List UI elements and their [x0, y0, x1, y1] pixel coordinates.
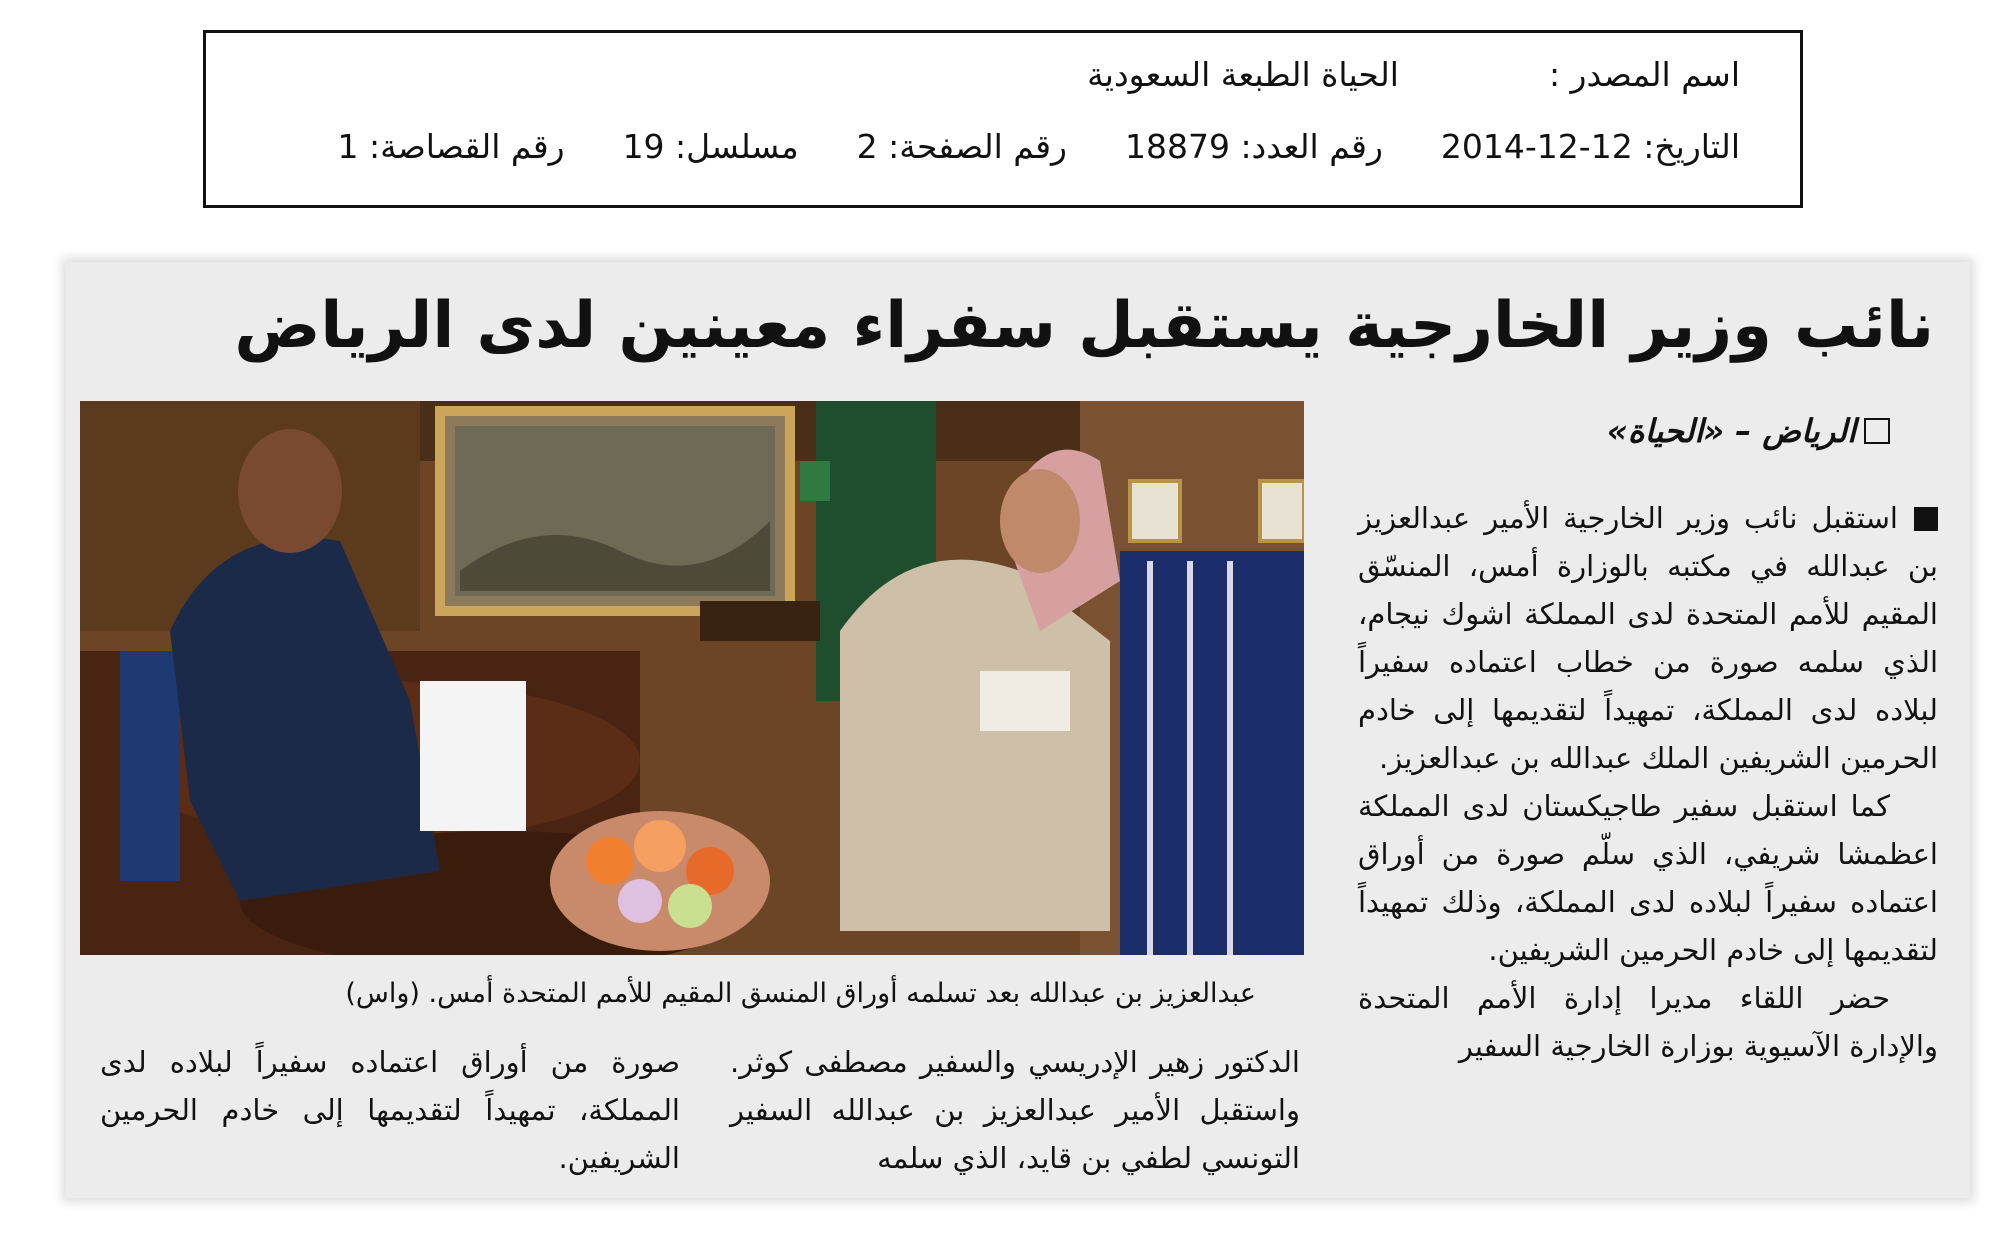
paragraph-3 [1358, 974, 1938, 1070]
source-value: الحياة الطبعة السعودية [1087, 55, 1399, 94]
article-dateline [1607, 412, 1890, 450]
paragraph-1-text: استقبل نائب وزير الخارجية الأمير عبدالعزيز بن عبدالله في مكتبه بالوزارة أمس، المنسّق المقيم للأمم المتحدة لدى المملكة اشوك نيجام، الذي سلمه صورة من خطاب اعتماده سفيراً لبلاده لدى المملكة، تمهيداً لتقديمها إلى خادم الحرمين الشريفين الملك عبدالله بن عبدالعزيز. [1358, 501, 1938, 775]
news-article [66, 262, 1970, 1198]
source-label: اسم المصدر : [1548, 55, 1740, 94]
paragraph-1 [1358, 494, 1938, 782]
clipping-field: رقم القصاصة: 1 [337, 127, 565, 166]
source-row [246, 55, 1740, 94]
issue-field: رقم العدد: 18879 [1124, 127, 1383, 166]
paragraph-4: الدكتور زهير الإدريسي والسفير مصطفى كوثر. واستقبل الأمير عبدالعزيز بن عبدالله السفير التونسي لطفي بن قايد، الذي سلمه [730, 1045, 1300, 1175]
date-field: التاريخ: 12-12-2014 [1440, 127, 1740, 166]
dateline-text: الرياض – «الحياة» [1607, 412, 1856, 450]
article-headline: نائب وزير الخارجية يستقبل سفراء معينين لدى الرياض [234, 289, 1934, 363]
serial-field: مسلسل: 19 [622, 127, 799, 166]
paragraph-2-text: كما استقبل سفير طاجيكستان لدى المملكة اعظمشا شريفي، الذي سلّم صورة من أوراق اعتماده سفيراً لبلاده لدى المملكة، وذلك تمهيداً لتقديمها إلى خادم الحرمين الشريفين. [1358, 789, 1938, 967]
article-photo [80, 401, 1304, 955]
article-column-middle [730, 1038, 1300, 1182]
page-field: رقم الصفحة: 2 [856, 127, 1067, 166]
paragraph-5: صورة من أوراق اعتماده سفيراً لبلاده لدى المملكة، تمهيداً لتقديمها إلى خادم الحرمين الشريفين. [100, 1045, 680, 1175]
paragraph-bullet-icon [1914, 507, 1938, 531]
article-column-left [100, 1038, 680, 1182]
paragraph-2 [1358, 782, 1938, 974]
photo-caption: عبدالعزيز بن عبدالله بعد تسلمه أوراق المنسق المقيم للأمم المتحدة أمس. (واس) [345, 978, 1256, 1009]
article-column-right [1358, 494, 1938, 1070]
source-info-box [203, 30, 1803, 208]
dateline-square-icon [1864, 418, 1890, 444]
metadata-row [246, 127, 1740, 166]
paragraph-3-text: حضر اللقاء مديرا إدارة الأمم المتحدة والإدارة الآسيوية بوزارة الخارجية السفير [1358, 981, 1938, 1063]
